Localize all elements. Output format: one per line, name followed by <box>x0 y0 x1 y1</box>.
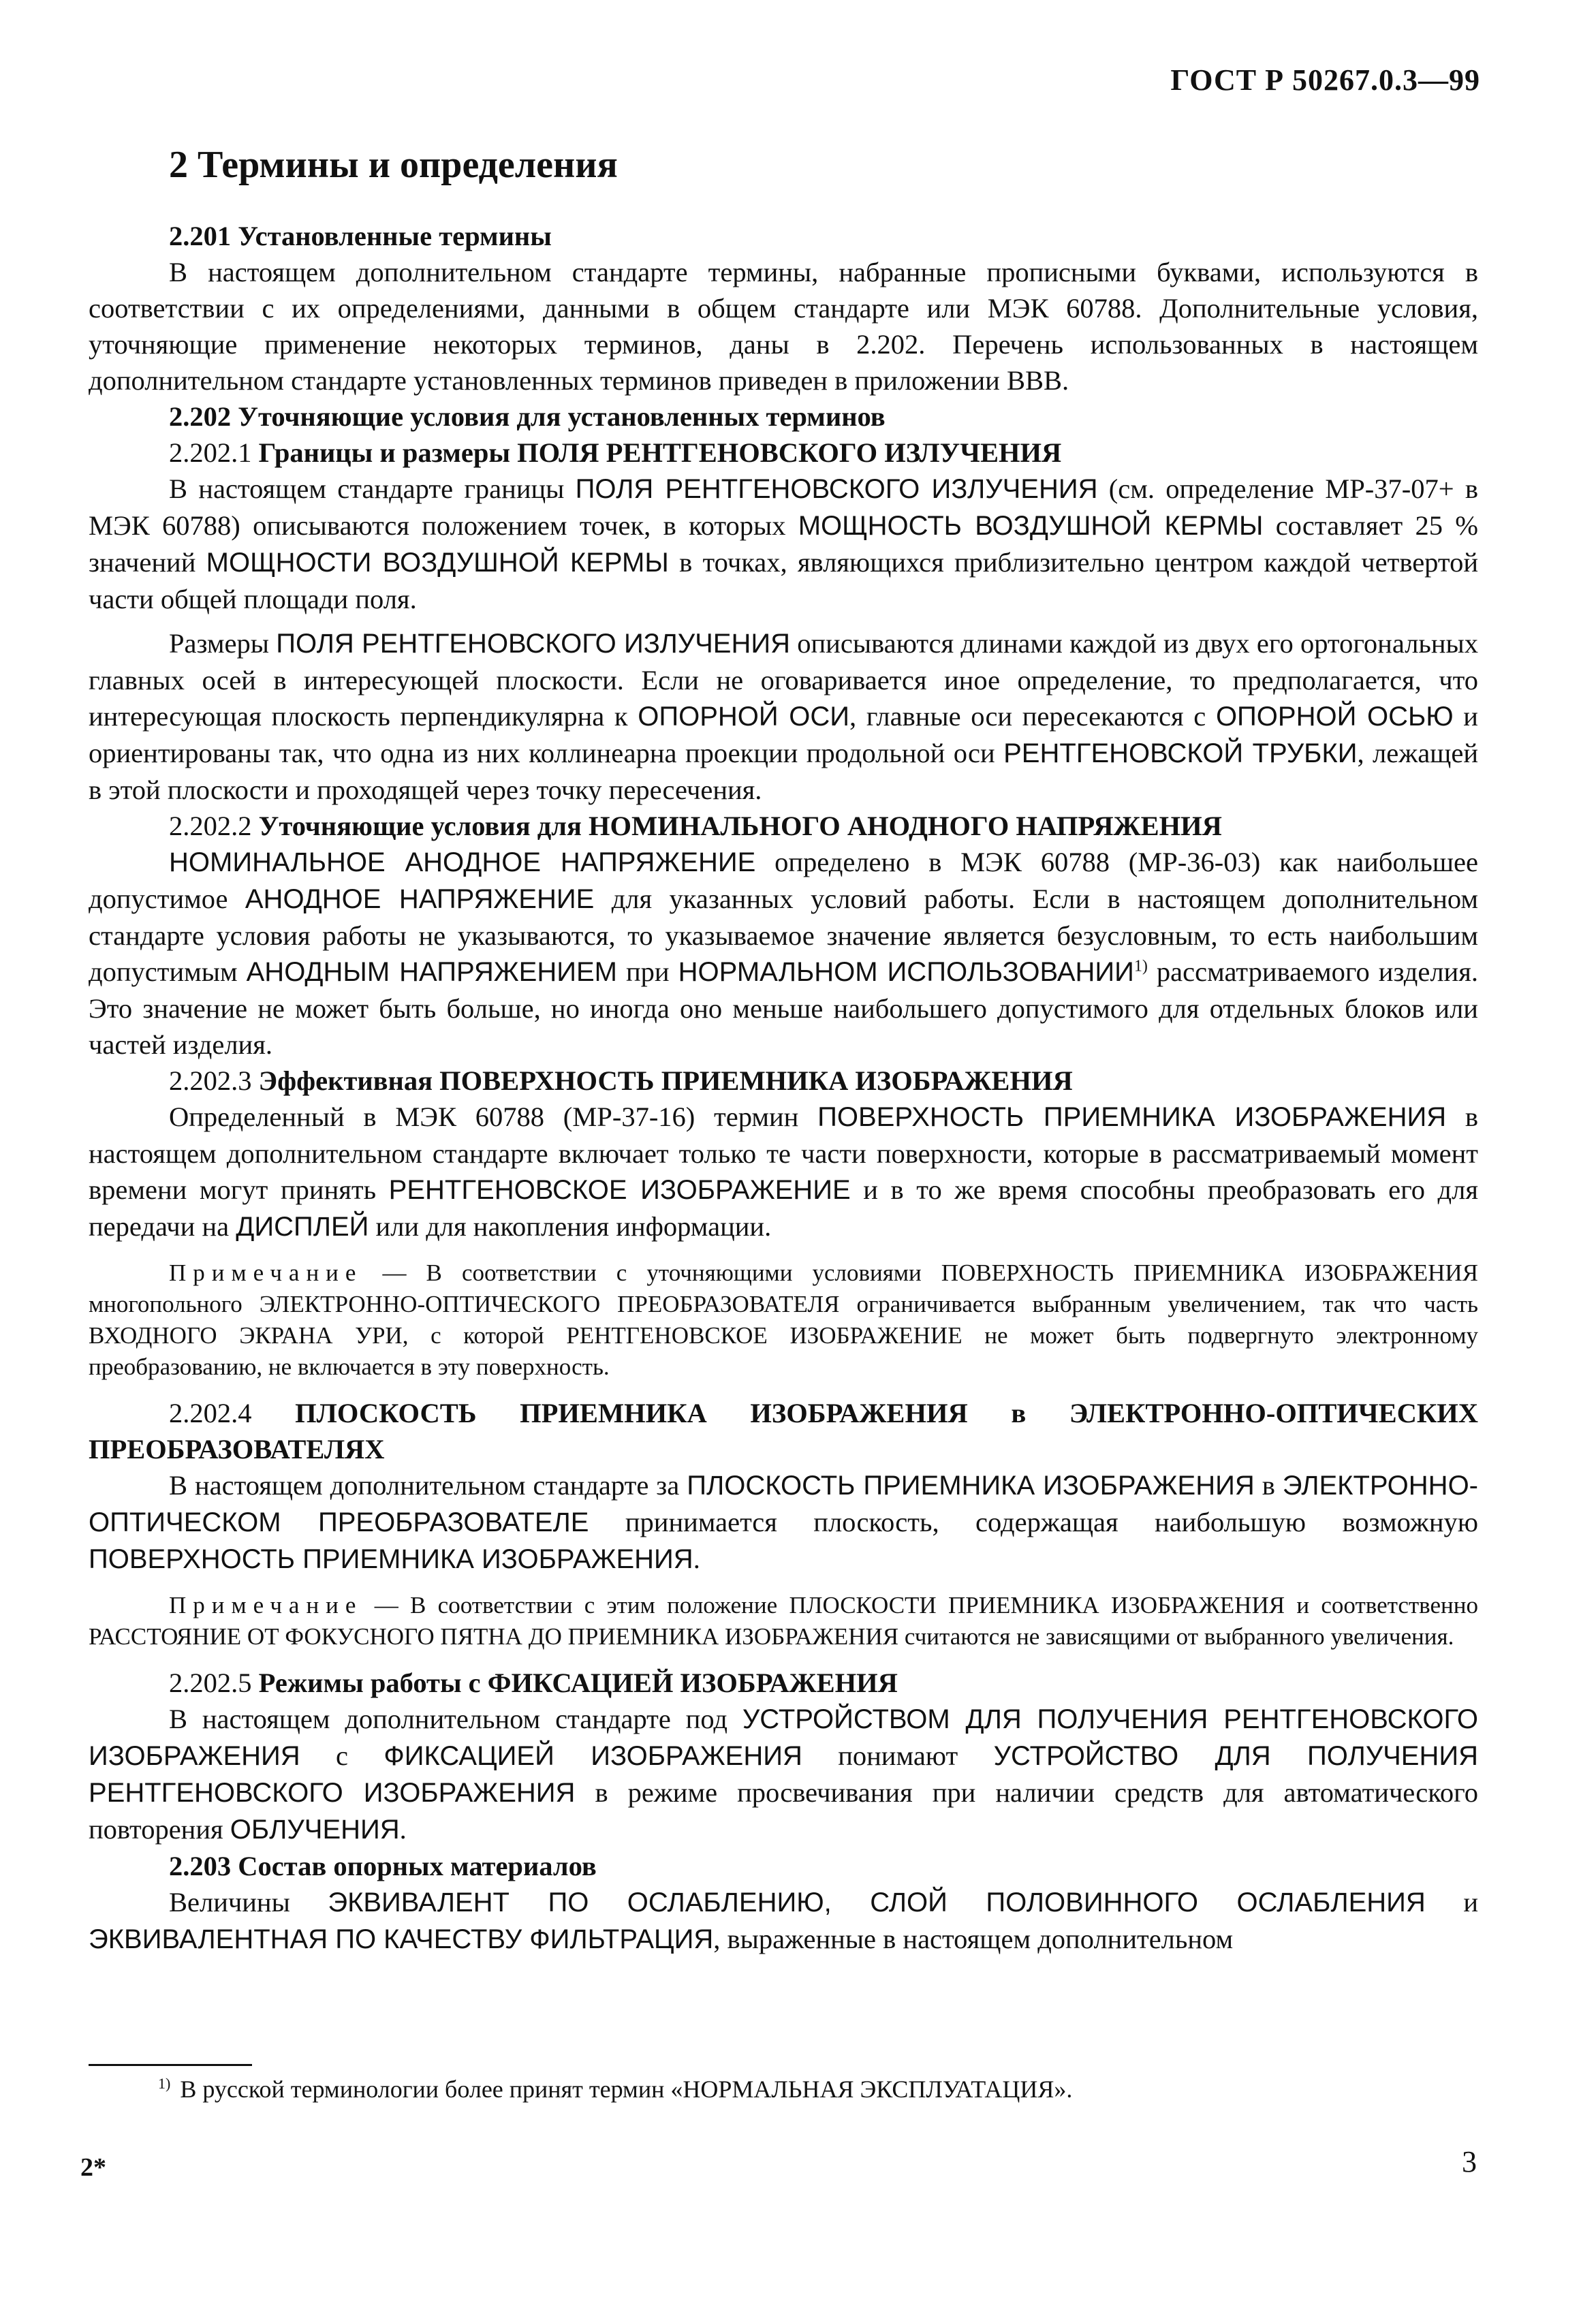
clause-2-201-heading: 2.201 Установленные термины <box>169 221 552 251</box>
note-2-202-3: Примечание — В соответствии с уточняющими условиями ПОВЕРХНОСТЬ ПРИЕМНИКА ИЗОБРАЖЕНИЯ многопольного ЭЛЕКТРОННО-ОПТИЧЕСКОГО ПРЕОБРАЗОВАТЕЛЯ ограничивается выбранным увеличением, так что часть ВХОДНОГО ЭКРАНА УРИ, с которой РЕНТГЕНОВСКОЕ ИЗОБРАЖЕНИЕ не может быть подвергнуто электронному преобразованию, не включается в эту поверхность. <box>89 1259 1478 1380</box>
sheet-mark: 2* <box>80 2153 106 2182</box>
clause-2-203-text: Величины ЭКВИВАЛЕНТ ПО ОСЛАБЛЕНИЮ, СЛОЙ ПОЛОВИННОГО ОСЛАБЛЕНИЯ и ЭКВИВАЛЕНТНАЯ ПО КАЧЕСТВУ ФИЛЬТРАЦИЯ, выраженные в настоящем дополнительном <box>89 1887 1478 1954</box>
clause-2-203-heading: 2.203 Состав опорных материалов <box>169 1851 597 1881</box>
clause-2-202-4-text: В настоящем дополнительном стандарте за ПЛОСКОСТЬ ПРИЕМНИКА ИЗОБРАЖЕНИЯ в ЭЛЕКТРОННО-ОПТИЧЕСКОМ ПРЕОБРАЗОВАТЕЛЕ принимается плоскость, содержащая наибольшую возможную ПОВЕРХНОСТЬ ПРИЕМНИКА ИЗОБРАЖЕНИЯ. <box>89 1470 1479 1574</box>
clause-2-202-2-heading: 2.202.2 Уточняющие условия для НОМИНАЛЬНОГО АНОДНОГО НАПРЯЖЕНИЯ <box>169 811 1222 841</box>
doc-code: ГОСТ Р 50267.0.3—99 <box>1170 63 1480 97</box>
clause-2-202-heading: 2.202 Уточняющие условия для установленных терминов <box>169 401 886 432</box>
clause-2-202-3-heading: 2.202.3 Эффективная ПОВЕРХНОСТЬ ПРИЕМНИКА ИЗОБРАЖЕНИЯ <box>169 1065 1073 1096</box>
section-title: 2 Термины и определения <box>169 144 618 186</box>
footnote-ref: 1) <box>1133 957 1148 975</box>
document-body <box>89 218 1478 1958</box>
clause-2-202-2-text: НОМИНАЛЬНОЕ АНОДНОЕ НАПРЯЖЕНИЕ определено в МЭК 60788 (МР-36-03) как наибольшее допустимое АНОДНОЕ НАПРЯЖЕНИЕ для указанных условий работы. Если в настоящем дополнительном стандарте условия работы не указываются, то указываемое значение является безусловным, то есть наибольшим допустимым АНОДНЫМ НАПРЯЖЕНИЕМ при НОРМАЛЬНОМ ИСПОЛЬЗОВАНИИ$^{1)}$ рассматриваемого изделия. Это значение не может быть больше, но иногда оно меньше наибольшего допустимого для отдельных блоков или частей изделия. <box>89 847 1479 1060</box>
footnote <box>158 2075 1072 2103</box>
clause-2-201-text: В настоящем дополнительном стандарте термины, набранные прописными буквами, используются в соответствии с их определениями, данными в общем стандарте или МЭК 60788. Дополнительные условия, уточняющие применение некоторых терминов, даны в 2.202. Перечень использованных в настоящем дополнительном стандарте установленных терминов приведен в приложении ВВВ. <box>89 257 1478 396</box>
clause-2-202-1-text: В настоящем стандарте границы ПОЛЯ РЕНТГЕНОВСКОГО ИЗЛУЧЕНИЯ (см. определение МР-37-07+ в МЭК 60788) описываются положением точек, в которых МОЩНОСТЬ ВОЗДУШНОЙ КЕРМЫ составляет 25 % значений МОЩНОСТИ ВОЗДУШНОЙ КЕРМЫ в точках, являющихся приблизительно центром каждой четвертой части общей площади поля. <box>89 473 1479 614</box>
note-2-202-4: Примечание — В соответствии с этим положение ПЛОСКОСТИ ПРИЕМНИКА ИЗОБРАЖЕНИЯ и соответственно РАССТОЯНИЕ ОТ ФОКУСНОГО ПЯТНА ДО ПРИЕМНИКА ИЗОБРАЖЕНИЯ считаются не зависящими от выбранного увеличения. <box>89 1592 1478 1650</box>
clause-2-202-4-heading: 2.202.4 ПЛОСКОСТЬ ПРИЕМНИКА ИЗОБРАЖЕНИЯ в ЭЛЕКТРОННО-ОПТИЧЕСКИХ ПРЕОБРАЗОВАТЕЛЯХ <box>89 1398 1478 1465</box>
footnote-text: В русской терминологии более принят термин «НОРМАЛЬНАЯ ЭКСПЛУАТАЦИЯ». <box>180 2076 1073 2103</box>
clause-2-202-5-text: В настоящем дополнительном стандарте под УСТРОЙСТВОМ ДЛЯ ПОЛУЧЕНИЯ РЕНТГЕНОВСКОГО ИЗОБРАЖЕНИЯ с ФИКСАЦИЕЙ ИЗОБРАЖЕНИЯ понимают УСТРОЙСТВО ДЛЯ ПОЛУЧЕНИЯ РЕНТГЕНОВСКОГО ИЗОБРАЖЕНИЯ в режиме просвечивания при наличии средств для автоматического повторения ОБЛУЧЕНИЯ. <box>89 1704 1478 1845</box>
clause-2-202-3-text: Определенный в МЭК 60788 (МР-37-16) термин ПОВЕРХНОСТЬ ПРИЕМНИКА ИЗОБРАЖЕНИЯ в настоящем дополнительном стандарте включает только те части поверхности, которые в рассматриваемый момент времени могут принять РЕНТГЕНОВСКОЕ ИЗОБРАЖЕНИЕ и в то же время способны преобразовать его для передачи на ДИСПЛЕЙ или для накопления информации. <box>89 1101 1479 1242</box>
footnote-mark: 1) <box>158 2075 171 2092</box>
clause-2-202-1-heading: 2.202.1 Границы и размеры ПОЛЯ РЕНТГЕНОВСКОГО ИЗЛУЧЕНИЯ <box>169 437 1062 468</box>
clause-2-202-5-heading: 2.202.5 Режимы работы с ФИКСАЦИЕЙ ИЗОБРАЖЕНИЯ <box>169 1668 898 1698</box>
footnote-divider <box>89 2064 252 2066</box>
page-number: 3 <box>1462 2145 1477 2178</box>
clause-2-202-1-text-2: Размеры ПОЛЯ РЕНТГЕНОВСКОГО ИЗЛУЧЕНИЯ описываются длинами каждой из двух его ортогональных главных осей в интересующей плоскости. Если не оговаривается иное определение, то предполагается, что интересующая плоскость перпендикулярна к ОПОРНОЙ ОСИ, главные оси пересекаются с ОПОРНОЙ ОСЬЮ и ориентированы так, что одна из них коллинеарна проекции продольной оси РЕНТГЕНОВСКОЙ ТРУБКИ, лежащей в этой плоскости и проходящей через точку пересечения. <box>89 628 1479 805</box>
